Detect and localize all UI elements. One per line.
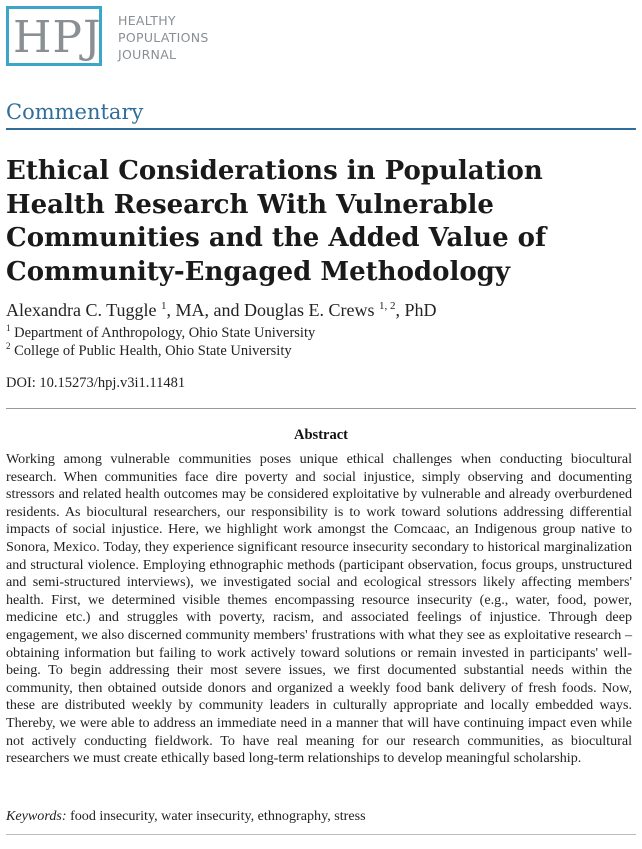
keywords-text: food insecurity, water insecurity, ethnography, stress bbox=[66, 808, 366, 824]
keywords bbox=[6, 808, 632, 825]
affiliation-marker: 1 bbox=[6, 323, 11, 333]
section-label: Commentary bbox=[6, 100, 144, 124]
author-degree: , PhD bbox=[395, 300, 437, 320]
abstract-text: Working among vulnerable communities poses unique ethical challenges when conducting biocultural research. When communities face dire poverty and social injustice, simply observing and documenting stressors and related health outcomes may be considered exploitative by vulnerable and already overburdened residents. As biocultural researchers, our responsibility is to work toward solutions addressing differential impacts of social injustice. Here, we highlight work amongst the Comcaac, an Indigenous group native to Sonora, Mexico. Today, they experience significant resource insecurity secondary to historical marginalization and structural violence. Employing ethnographic methods (participant observation, focus groups, unstructured and semi-structured interviews), we investigated social and ecological stressors likely affecting members' health. First, we determined visible themes encompassing resource insecurity (e.g., water, food, power, medicine etc.) and struggles with poverty, racism, and associated feelings of injustice. Through deep engagement, we also discerned community members' frustrations with what they see as exploitative research – obtaining information but failing to work actively toward solutions or remain invested in participants' well-being. To begin addressing their most severe issues, we first documented substantial needs within the community, then obtained outside donors and organized a weekly food bank delivery of fresh foods. Now, these are distributed weekly by community leaders in culturally appropriate and locally embedded ways. Thereby, we were able to address an immediate need in a manner that will have continuing impact even while not actively conducting fieldwork. To have real meaning for our research communities, as biocultural researchers we must create ethically based long-term relationships to develop meaningful scholarship. bbox=[6, 451, 632, 767]
affiliation bbox=[6, 323, 626, 342]
author-name: Alexandra C. Tuggle bbox=[6, 300, 157, 320]
journal-name bbox=[118, 12, 209, 63]
abstract-divider bbox=[6, 408, 636, 409]
affiliation-marker: 2 bbox=[6, 341, 11, 351]
journal-logo bbox=[6, 6, 102, 66]
author-name: Douglas E. Crews bbox=[244, 300, 375, 320]
author-affiliation-marker: 1 bbox=[161, 300, 167, 312]
journal-name-line-1: HEALTHY bbox=[118, 13, 176, 28]
journal-name-line-3: JOURNAL bbox=[118, 47, 177, 62]
section-divider bbox=[6, 128, 636, 130]
author-affiliation-marker: 1, 2 bbox=[378, 300, 396, 312]
author-degree: , MA, and bbox=[166, 300, 244, 320]
logo-letters: HPJ bbox=[13, 12, 102, 63]
journal-name-line-2: POPULATIONS bbox=[118, 30, 209, 45]
author-line bbox=[6, 300, 626, 321]
journal-header bbox=[6, 6, 306, 70]
abstract-heading: Abstract bbox=[294, 427, 348, 443]
affiliation-text: College of Public Health, Ohio State University bbox=[14, 342, 292, 359]
footer-divider bbox=[6, 834, 636, 835]
affiliation bbox=[6, 341, 626, 360]
keywords-label: Keywords: bbox=[6, 808, 67, 824]
doi-link[interactable]: DOI: 10.15273/hpj.v3i1.11481 bbox=[6, 375, 186, 391]
article-title: Ethical Considerations in Population Health Research With Vulnerable Communities and the Added Value of Community-Engaged Methodology bbox=[6, 156, 547, 287]
affiliation-text: Department of Anthropology, Ohio State University bbox=[14, 324, 316, 341]
